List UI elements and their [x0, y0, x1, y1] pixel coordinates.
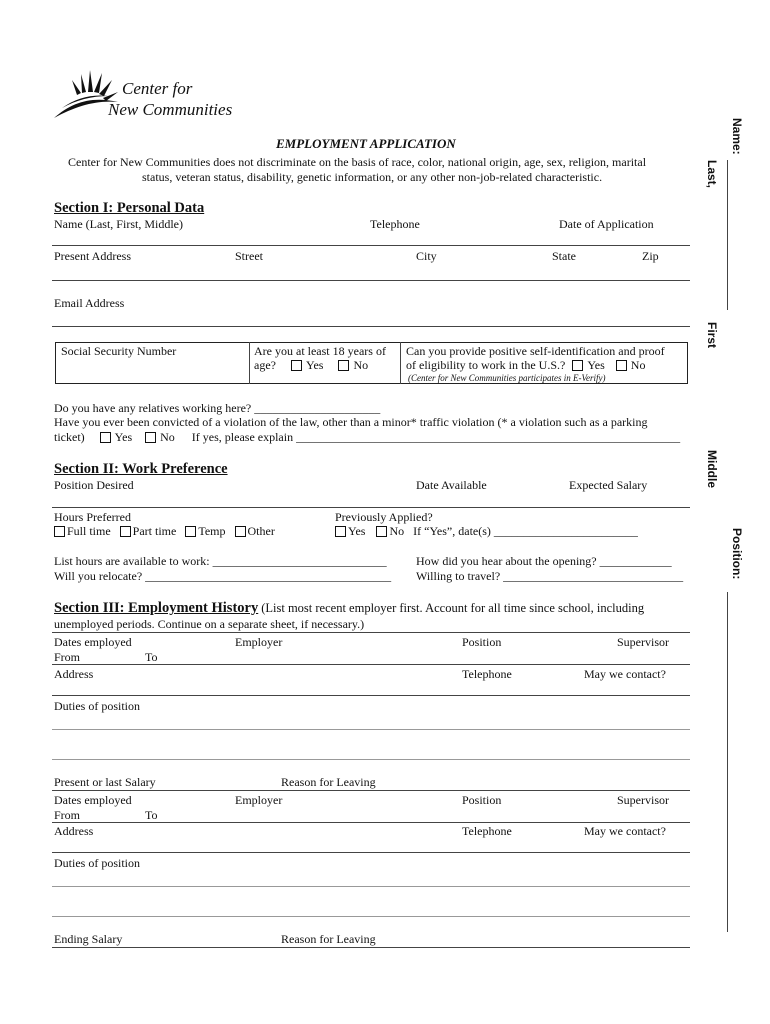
- entry2-dates-field[interactable]: [52, 822, 690, 823]
- entry1-duties-line2[interactable]: [52, 759, 690, 760]
- full-time-label: Full time: [67, 524, 111, 538]
- email-field[interactable]: [52, 326, 690, 327]
- eligibility-question-line1: Can you provide positive self-identification and proof: [406, 344, 665, 358]
- entry1-dates-field[interactable]: [52, 664, 690, 665]
- age-question-line2: [254, 358, 368, 373]
- entry2-telephone-label: Telephone: [462, 824, 512, 838]
- convicted-question: Have you ever been convicted of a violation of the law, other than a minor* traffic violation (* a violation such as a parking: [54, 415, 648, 429]
- entry2-from-label: From: [54, 808, 81, 822]
- sidebar-name-line: [727, 160, 728, 310]
- sidebar-last-label: Last,: [705, 160, 719, 189]
- sidebar-name-label: Name:: [730, 118, 744, 155]
- entry1-dates-label: Dates employed: [54, 635, 132, 649]
- date-available-label: Date Available: [416, 478, 487, 492]
- entry2-dates-label: Dates employed: [54, 793, 132, 807]
- temp-label: Temp: [198, 524, 226, 538]
- age-question-line1: Are you at least 18 years of: [254, 344, 386, 358]
- entry1-salary-label: Present or last Salary: [54, 775, 156, 789]
- entry2-position-label: Position: [462, 793, 502, 807]
- previously-applied-label: Previously Applied?: [335, 510, 433, 524]
- entry1-salary-field[interactable]: [52, 790, 690, 791]
- if-yes-dates-label: If “Yes”, date(s) ________________________: [413, 524, 638, 538]
- age-yes-label: Yes: [305, 358, 324, 372]
- position-desired-field[interactable]: [52, 507, 690, 508]
- temp-checkbox[interactable]: [185, 526, 196, 537]
- everify-note: (Center for New Communities participates in E-Verify): [408, 373, 606, 383]
- section3-instructions-line1: (List most recent employer first. Account for all time since school, including: [261, 601, 645, 615]
- eligibility-yes-label: Yes: [587, 358, 605, 372]
- email-label: Email Address: [54, 296, 125, 310]
- entry1-duties-label: Duties of position: [54, 699, 140, 713]
- entry1-top-line: [52, 632, 690, 633]
- disclaimer-line2: status, veteran status, disability, genetic information, or any other non-job-related characteristic.: [142, 170, 603, 184]
- ticket-label: ticket): [54, 430, 85, 444]
- section3-heading: Section III: Employment History: [54, 600, 259, 616]
- street-label: Street: [235, 249, 263, 263]
- entry1-telephone-label: Telephone: [462, 667, 512, 681]
- age-no-checkbox[interactable]: [338, 360, 349, 371]
- section1-heading: Section I: Personal Data: [54, 200, 205, 216]
- telephone-label: Telephone: [370, 217, 420, 231]
- entry1-supervisor-label: Supervisor: [617, 635, 669, 649]
- address-field[interactable]: [52, 280, 690, 281]
- entry1-contact-label: May we contact?: [584, 667, 666, 681]
- date-of-application-label: Date of Application: [559, 217, 654, 231]
- prev-no-label: No: [389, 524, 405, 538]
- full-time-checkbox[interactable]: [54, 526, 65, 537]
- prev-no-checkbox[interactable]: [376, 526, 387, 537]
- heard-about-label: How did you hear about the opening? ____________: [416, 554, 672, 568]
- entry1-position-label: Position: [462, 635, 502, 649]
- entry1-employer-label: Employer: [235, 635, 283, 649]
- section2-heading: Section II: Work Preference: [54, 461, 228, 477]
- entry2-employer-label: Employer: [235, 793, 283, 807]
- present-address-label: Present Address: [54, 249, 131, 263]
- hours-preferred-label: Hours Preferred: [54, 510, 131, 524]
- expected-salary-label: Expected Salary: [569, 478, 648, 492]
- sidebar-middle-label: Middle: [705, 450, 719, 488]
- prev-yes-label: Yes: [348, 524, 366, 538]
- page-title: EMPLOYMENT APPLICATION: [276, 136, 456, 151]
- entry1-address-label: Address: [54, 667, 94, 681]
- age-question-text: age?: [254, 358, 276, 372]
- part-time-checkbox[interactable]: [120, 526, 131, 537]
- convicted-no-label: No: [160, 430, 175, 444]
- entry2-salary-label: Ending Salary: [54, 932, 123, 946]
- entry2-duties-line2[interactable]: [52, 916, 690, 917]
- convicted-no-checkbox[interactable]: [145, 432, 156, 443]
- entry1-duties-line1[interactable]: [52, 729, 690, 730]
- eligibility-no-checkbox[interactable]: [616, 360, 627, 371]
- logo-text-line2: New Communities: [108, 100, 233, 119]
- logo-text-line1: Center for: [122, 79, 193, 98]
- relatives-question: Do you have any relatives working here? _____________________: [54, 401, 381, 415]
- zip-label: Zip: [642, 249, 659, 263]
- relocate-label: Will you relocate? _________________________________________: [54, 569, 392, 583]
- ssn-label: Social Security Number: [61, 344, 177, 358]
- explain-label: If yes, please explain ________________________________________________________________: [191, 430, 681, 444]
- age-yes-checkbox[interactable]: [291, 360, 302, 371]
- name-field[interactable]: [52, 245, 690, 246]
- sidebar-position-label: Position:: [730, 528, 744, 580]
- convicted-yes-label: Yes: [114, 430, 133, 444]
- organization-logo: [52, 62, 252, 124]
- box-divider-1: [249, 342, 250, 384]
- convicted-yes-checkbox[interactable]: [100, 432, 111, 443]
- age-no-label: No: [353, 358, 369, 372]
- state-label: State: [552, 249, 576, 263]
- section3-header: [54, 600, 644, 617]
- entry2-address-label: Address: [54, 824, 94, 838]
- hours-available-label: List hours are available to work: _____________________________: [54, 554, 387, 568]
- entry2-salary-field[interactable]: [52, 947, 690, 948]
- position-desired-label: Position Desired: [54, 478, 134, 492]
- convicted-question-line2: [54, 430, 680, 445]
- previously-applied-options: [335, 524, 638, 539]
- entry2-to-label: To: [145, 808, 158, 822]
- eligibility-no-label: No: [630, 358, 646, 372]
- name-label: Name (Last, First, Middle): [54, 217, 183, 231]
- other-checkbox[interactable]: [235, 526, 246, 537]
- sidebar-first-label: First: [705, 322, 719, 349]
- entry2-reason-label: Reason for Leaving: [281, 932, 376, 946]
- entry1-address-field[interactable]: [52, 695, 690, 696]
- eligibility-yes-checkbox[interactable]: [572, 360, 583, 371]
- entry1-to-label: To: [145, 650, 158, 664]
- eligibility-question-line2: [406, 358, 645, 373]
- disclaimer-line1: Center for New Communities does not discriminate on the basis of race, color, national origin, age, sex, religion, marital: [68, 155, 647, 169]
- entry1-reason-label: Reason for Leaving: [281, 775, 376, 789]
- hours-options: [54, 524, 275, 539]
- travel-label: Willing to travel? ______________________________: [416, 569, 684, 583]
- entry2-duties-label: Duties of position: [54, 856, 140, 870]
- entry2-contact-label: May we contact?: [584, 824, 666, 838]
- entry2-duties-line1[interactable]: [52, 886, 690, 887]
- eligibility-question-text: of eligibility to work in the U.S.?: [406, 358, 566, 372]
- sidebar-position-line: [727, 592, 728, 932]
- box-divider-2: [400, 342, 401, 384]
- part-time-label: Part time: [132, 524, 177, 538]
- other-label: Other: [247, 524, 275, 538]
- section3-instructions-line2: unemployed periods. Continue on a separate sheet, if necessary.): [54, 617, 365, 631]
- prev-yes-checkbox[interactable]: [335, 526, 346, 537]
- city-label: City: [416, 249, 437, 263]
- entry2-supervisor-label: Supervisor: [617, 793, 669, 807]
- entry2-address-field[interactable]: [52, 852, 690, 853]
- entry1-from-label: From: [54, 650, 81, 664]
